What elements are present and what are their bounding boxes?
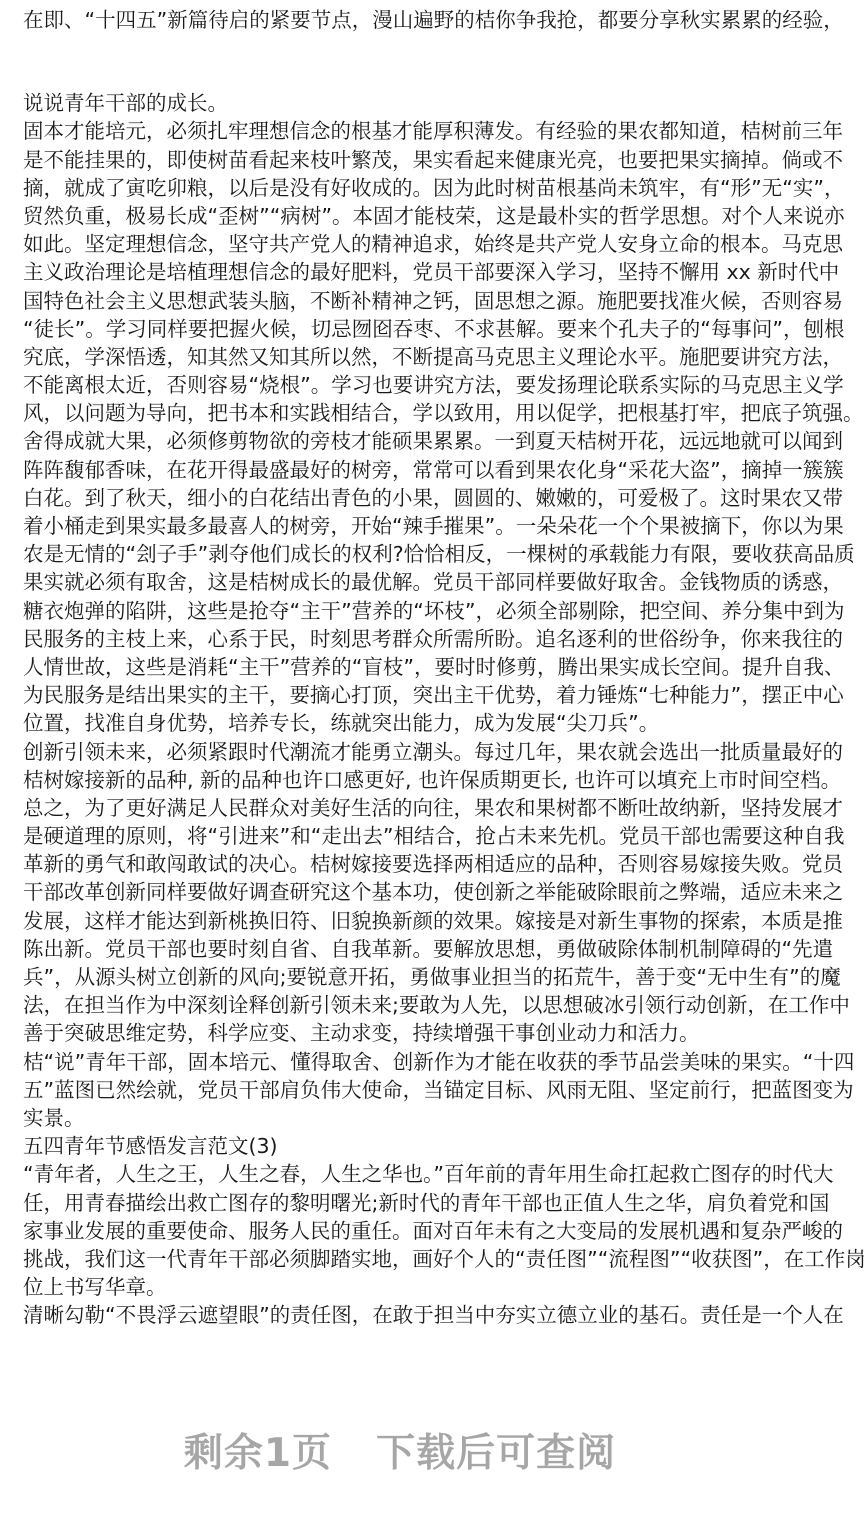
text-line: 是不能挂果的，即使树苗看起来枝叶繁茂，果实看起来健康光亮，也要把果实摘掉。倘或不 [23, 147, 843, 172]
text-line: 民服务的主枝上来，心系于民，时刻思考群众所需所盼。追名逐利的世俗纷争，你来我往的 [23, 626, 843, 651]
text-line: 不能离根太近，否则容易“烧根”。学习也要讲究方法，要发扬理论联系实际的马克思主义学 [23, 373, 844, 398]
text-line: 发展，这样才能达到新桃换旧符、旧貌换新颜的效果。嫁接是对新生事物的探索，本质是推 [23, 908, 843, 933]
text-line: 摘，就成了寅吃卯粮，以后是没有好收成的。因为此时树苗根基尚未筑牢，有“形”无“实”， [23, 175, 845, 200]
text-line: 在即、“十四五”新篇待启的紧要节点，漫山遍野的桔你争我抢，都要分享秋实累累的经验， [23, 8, 844, 32]
text-line: 果实就必须有取舍，这是桔树成长的最优解。党员干部同样要做好取舍。金钱物质的诱惑， [23, 570, 843, 595]
text-line: 农是无情的“刽子手”剥夺他们成长的权利?恰恰相反，一棵树的承载能力有限，要收获高品质 [23, 542, 855, 567]
text-line: 陈出新。党员干部也要时刻自省、自我革新。要解放思想，勇做破除体制机制障碍的“先遣 [23, 936, 834, 961]
text-line: 干部改革创新同样要做好调查研究这个基本功，使创新之举能破除眼前之弊端，适应未来之 [23, 880, 843, 905]
text-line: 如此。坚定理想信念，坚守共产党人的精神追求，始终是共产党人安身立命的根本。马克思 [23, 232, 843, 257]
text-line: 固本才能培元，必须扎牢理想信念的根基才能厚积薄发。有经验的果农都知道，桔树前三年 [23, 119, 843, 144]
paragraph [23, 1048, 855, 1133]
text-line: 善于突破思维定势，科学应变、主动求变，持续增强干事创业动力和活力。 [23, 1021, 700, 1046]
text-line: 五四青年节感悟发言范文(3) [23, 1134, 278, 1159]
text-line: 白花。到了秋天，细小的白花结出青色的小果，圆圆的、嫩嫩的，可爱极了。这时果农又带 [23, 485, 843, 510]
section-heading [23, 1132, 779, 1160]
text-line: 清晰勾勒“不畏浮云遮望眼”的责任图，在敢于担当中夯实立德立业的基石。责任是一个人在 [23, 1303, 844, 1328]
text-line: 阵阵馥郁香味，在花开得最盛最好的树旁，常常可以看到果农化身“采花大盗”，摘掉一簇簇 [23, 457, 844, 482]
download-prompt[interactable] [0, 1422, 800, 1478]
text-line: 总之，为了更好满足人民群众对美好生活的向往，果农和果树都不断吐故纳新，坚持发展才 [23, 795, 843, 820]
text-line: 着小桶走到果实最多最喜人的树旁，开始“辣手摧果”。一朵朵花一个个果被摘下，你以为果 [23, 514, 844, 538]
text-line: 革新的勇气和敢闯敢试的决心。桔树嫁接要选择两相适应的品种，否则容易嫁接失败。党员 [23, 852, 843, 877]
text-line: 风，以问题为导向，把书本和实践相结合，学以致用，用以促学，把根基打牢，把底子筑强。 [23, 401, 864, 426]
text-line: 位置，找准自身优势，培养专长，练就突出能力，成为发展“尖刀兵”。 [23, 711, 660, 736]
document-body [23, 0, 866, 1329]
text-line: 法，在担当作为中深刻诠释创新引领未来;要敢为人先，以思想破冰引领行动创新，在工作中 [23, 993, 850, 1018]
blank-gap [23, 34, 779, 89]
text-line: 位上书写华章。 [23, 1275, 167, 1300]
text-line: “徒长”。学习同样要把握火候，切忌囫囵吞枣、不求甚解。要来个孔夫子的“每事问”，刨根 [23, 316, 845, 341]
text-line: 挑战，我们这一代青年干部必须脚踏实地，画好个人的“责任图”“流程图”“收获图”，在工作岗 [23, 1246, 866, 1271]
paragraph [23, 117, 864, 427]
text-line: 创新引领未来，必须紧跟时代潮流才能勇立潮头。每过几年，果农就会选出一批质量最好的 [23, 739, 843, 764]
text-line: 究底，学深悟透，知其然又知其所以然，不断提高马克思主义理论水平。施肥要讲究方法， [23, 344, 843, 369]
text-line: 贸然负重，极易长成“歪树”“病树”。本固才能枝荣，这是最朴实的哲学思想。对个人来说亦 [23, 203, 845, 228]
text-line: 实景。 [23, 1105, 85, 1130]
text-line: 是硬道理的原则，将“引进来”和“走出去”相结合，抢占未来先机。党员干部也需要这种自我 [23, 824, 845, 849]
paragraph [23, 738, 850, 1048]
text-line: 兵”，从源头树立创新的风向;要锐意开拓，勇做事业担当的拓荒牛，善于变“无中生有”的魔 [23, 965, 841, 989]
text-line: 桔树嫁接新的品种, 新的品种也许口感更好, 也许保质期更长, 也许可以填充上市时间空档。 [23, 767, 842, 792]
paragraph [23, 89, 779, 117]
text-line: 为民服务是结出果实的主干，要摘心打顶，突出主干优势，着力锤炼“七种能力”，摆正中心 [23, 683, 844, 708]
download-to-read-label: 下载后可查阅 [376, 1431, 617, 1476]
text-line: 说说青年干部的成长。 [23, 91, 228, 116]
text-line: “青年者，人生之王，人生之春，人生之华也。”百年前的青年用生命扛起救亡图存的时代大 [23, 1162, 834, 1187]
text-line: 五”蓝图已然绘就，党员干部肩负伟大使命，当锚定目标、风雨无阻、坚定前行，把蓝图变为 [23, 1077, 854, 1102]
text-line: 桔“说”青年干部，固本培元、懂得取舍、创新作为才能在收获的季节品尝美味的果实。“十四 [23, 1049, 855, 1074]
text-line: 人情世故，这些是消耗“主干”营养的“盲枝”，要时时修剪，腾出果实成长空间。提升自我、 [23, 654, 845, 679]
paragraph [23, 1301, 844, 1329]
text-line: 家事业发展的重要使命、服务人民的重任。面对百年未有之大变局的发展机遇和复杂严峻的 [23, 1218, 843, 1243]
text-line: 糖衣炮弹的陷阱，这些是抢夺“主干”营养的“坏枝”，必须全部剔除，把空间、养分集中到为 [23, 598, 845, 623]
paragraph [23, 1160, 866, 1301]
text-line: 任，用青春描绘出救亡图存的黎明曙光;新时代的青年干部也正值人生之华，肩负着党和国 [23, 1190, 830, 1215]
text-line: 主义政治理论是培植理想信念的最好肥料，党员干部要深入学习，坚持不懈用 xx 新时代中 [23, 260, 840, 285]
cut-off-paragraph [23, 6, 844, 34]
text-line: 舍得成就大果，必须修剪物欲的旁枝才能硕果累累。一到夏天桔树开花，远远地就可以闻到 [23, 429, 843, 454]
remaining-pages-label: 剩余1页 [183, 1431, 333, 1476]
paragraph [23, 427, 855, 737]
text-line: 国特色社会主义思想武装头脑，不断补精神之钙，固思想之源。施肥要找准火候，否则容易 [23, 288, 843, 313]
